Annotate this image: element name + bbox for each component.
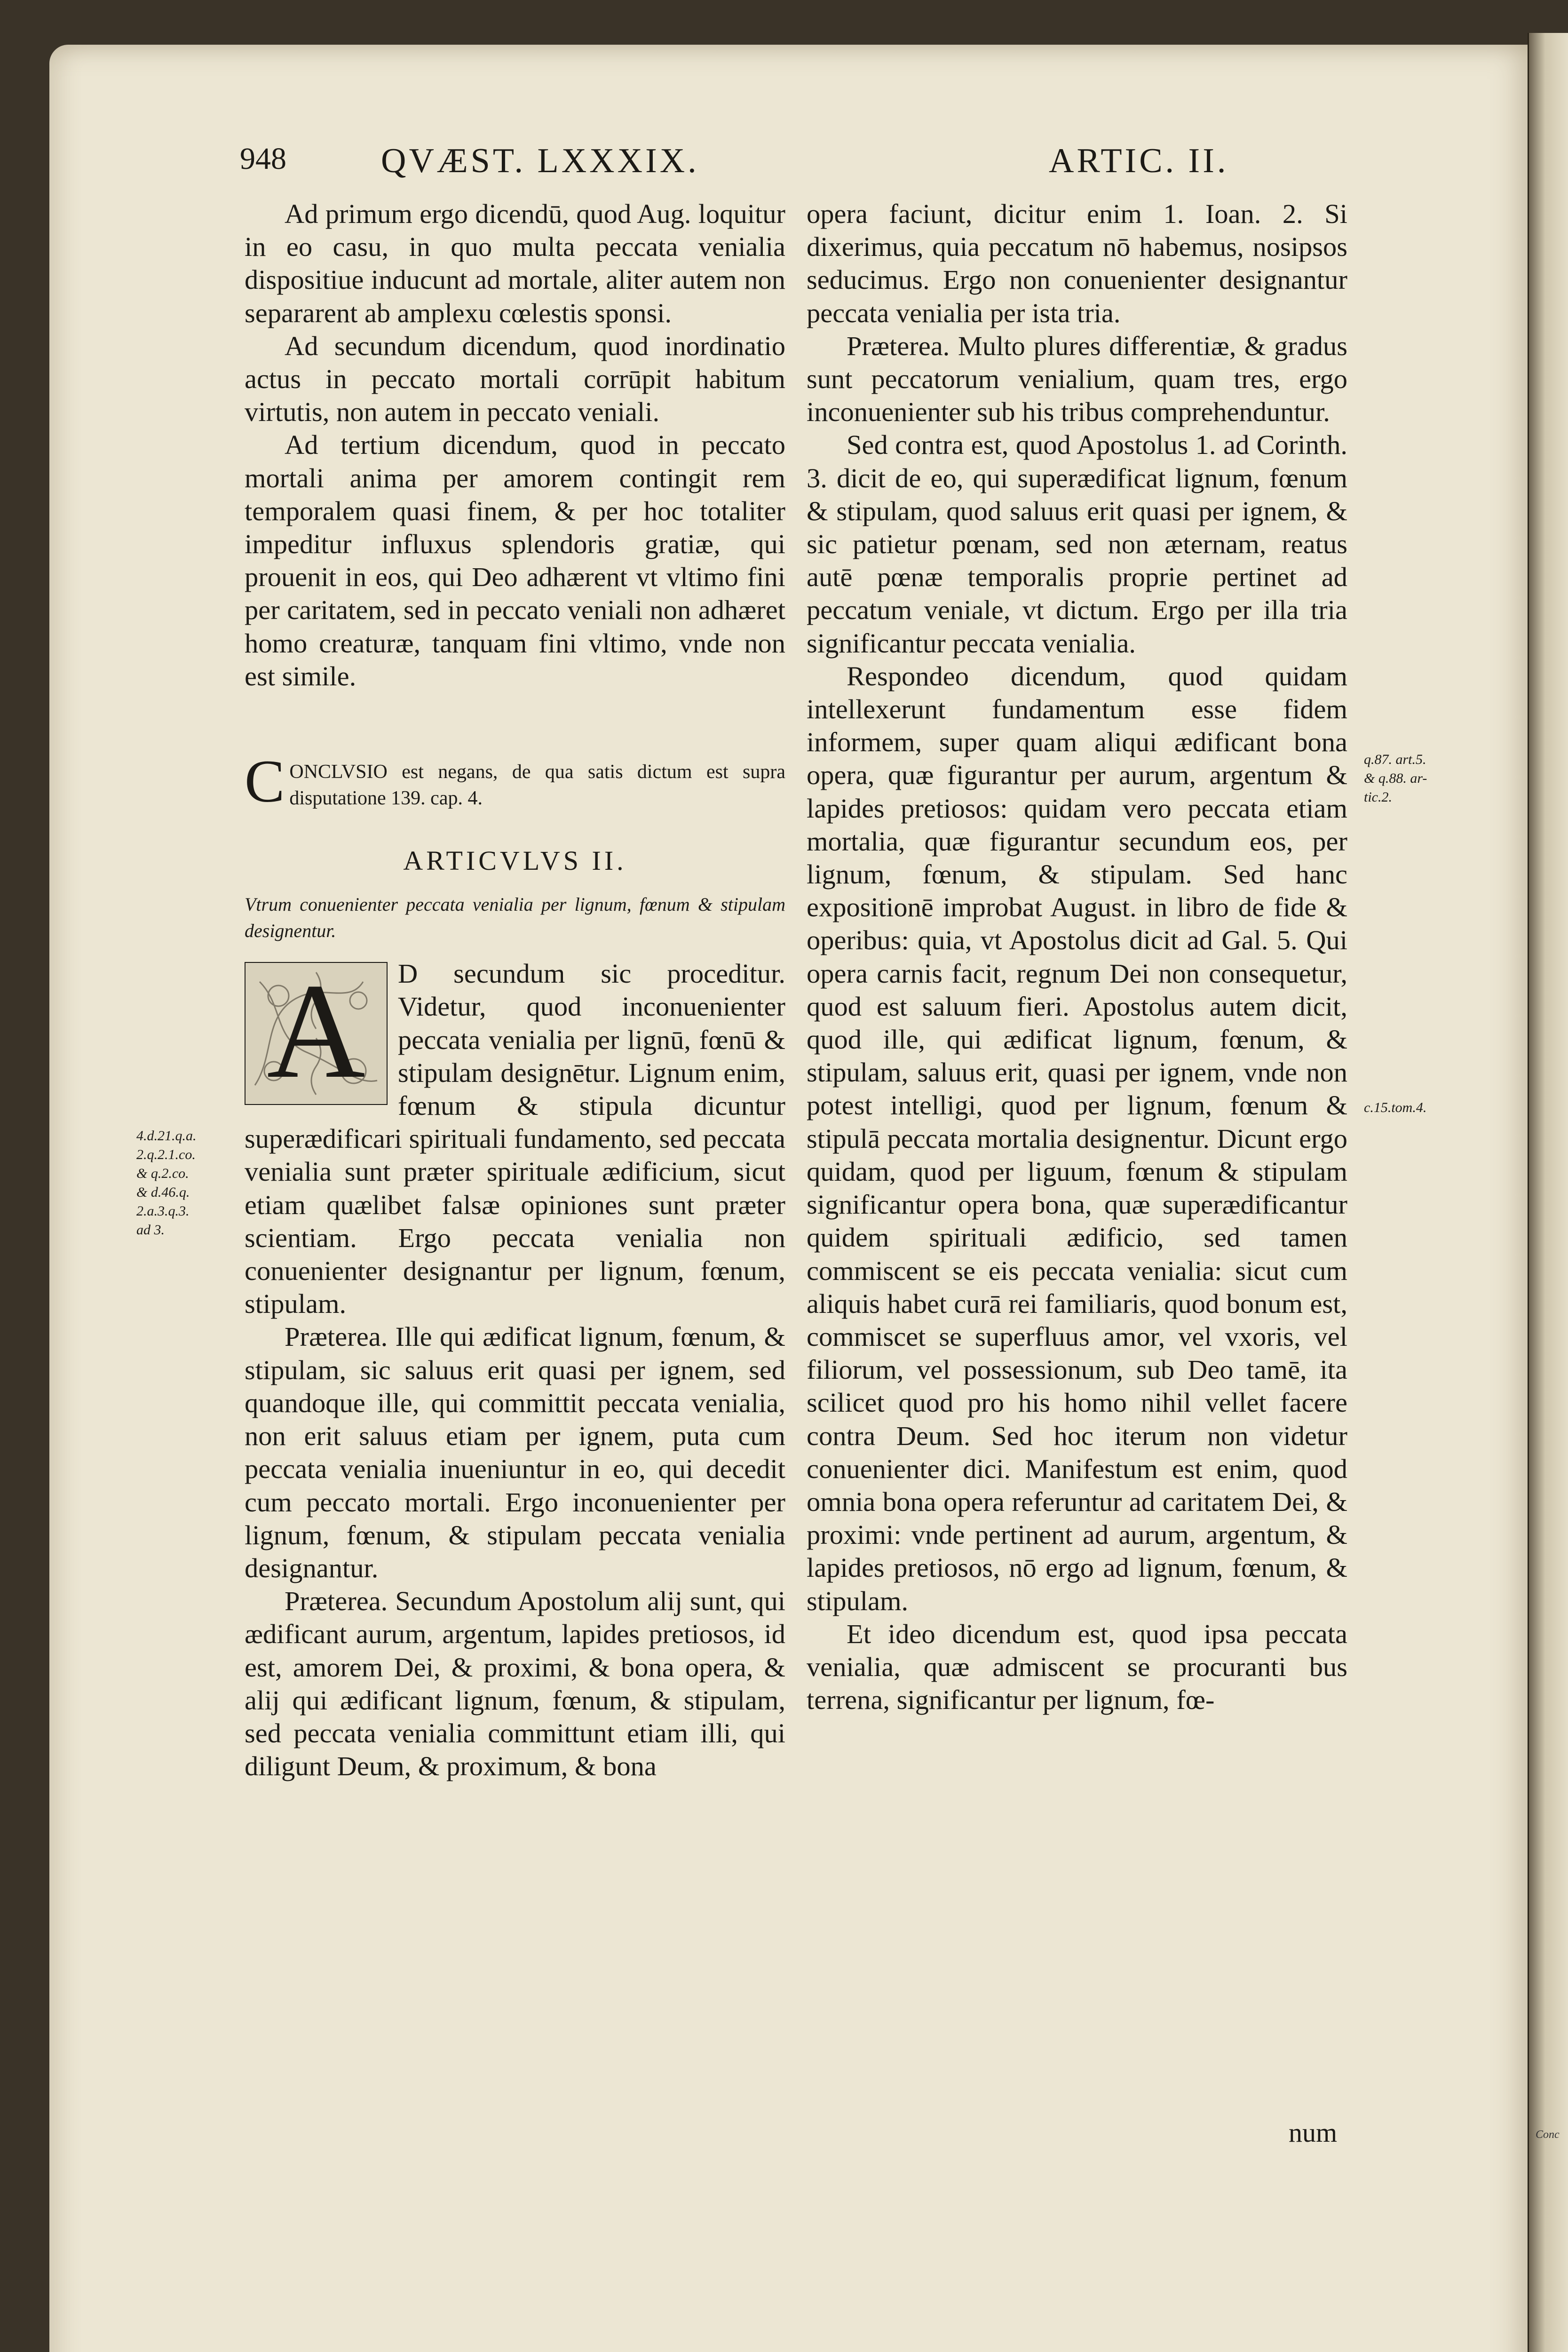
paragraph: Respondeo dicendum, quod quidam intellexerunt fundamentum esse fidem informem, super quam aliqui ædificant bona opera, quæ figurantur per aurum, argentum & lapides pretiosos: quidam vero peccata etiam mortalia, quæ figurantur secundum eos, per lignum, fœnum, & stipulam. Sed hanc expositionē improbat August. in libro de fide & operibus: quia, vt Apostolus dicit ad Gal. 5. Qui opera carnis facit, regnum Dei non consequetur, quod est saluum fieri. Apostolus autem dicit, quod ille, qui ædificat lignum, fœnum, & stipulam, saluus erit, quasi per ignem, vnde non potest intelligi, quod per lignum, fœnum & stipulā peccata mortalia designentur. Dicunt ergo quidam, quod per liguum, fœnum & stipulam significantur opera bona, quæ superædificantur quidem spirituali ædificio, sed tamen commiscent se eis peccata venialia: sicut cum aliquis habet curā rei familiaris, quod bonum est, commiscet se superfluus amor, vel vxoris, vel filiorum, vel possessionum, sub Deo tamē, ita scilicet quod pro his homo nihil vellet facere contra Deum. Sed hoc iterum non videtur conuenienter dici. Manifestum est enim, quod omnia bona opera referuntur ad caritatem Dei, & proximi: vnde pertinent ad aurum, argentum, & lapides pretiosos, nō ergo ad lignum, fœnum, & stipulam.	[807, 660, 1347, 1616]
article-heading: ARTICVLVS II.	[403, 845, 627, 876]
paragraph: D secundum sic proceditur. Videtur, quod inconuenienter peccata venialia per lignū, fœnū & stipulam designētur. Lignum enim, fœnum & stipula dicuntur superædificari spirituali fundamento, sed peccata venialia sunt præter spirituale ædificium, sicut etiam quælibet falsæ opiniones sunt præter scientiam. Ergo peccata venialia non conuenienter designantur per lignum, fœnum, stipulam.	[245, 958, 785, 1319]
article-header: ARTIC. II.	[1049, 142, 1229, 180]
article-question: Vtrum conuenienter peccata venialia per lignum, fœnum & stipulam designentur.	[245, 894, 785, 942]
conclusion-note	[245, 748, 785, 815]
paragraph: Et ideo dicendum est, quod ipsa peccata venialia, quæ admiscent se procuranti bus terrena, significantur per lignum, fœ-	[807, 1618, 1347, 1716]
paragraph: opera faciunt, dicitur enim 1. Ioan. 2. Si dixerimus, quia peccatum nō habemus, nosipsos seducimus. Ergo non conuenienter designantur peccata venialia per ista tria.	[807, 199, 1347, 328]
margin-note-left: 4.d.21.q.a. 2.q.2.1.co. & q.2.co. & d.46.q. 2.a.3.q.3. ad 3.	[136, 1128, 197, 1238]
decorated-initial	[245, 962, 388, 1105]
conclusion-text: ONCLVSIO est negans, de qua satis dictum est supra disputatione 139. cap. 4.	[289, 761, 785, 810]
right-column	[807, 198, 1347, 1716]
paragraph: Ad primum ergo dicendū, quod Aug. loquitur in eo casu, in quo multa peccata venialia dispositiue inducunt ad mortale, aliter autem non separarent ab amplexu cœlestis sponsi.	[245, 199, 785, 328]
page-number: 948	[240, 142, 286, 176]
conclusion-initial: C	[245, 748, 285, 815]
drop-cap-letter: A	[267, 962, 365, 1105]
catchword: num	[1289, 2117, 1338, 2148]
paragraph: Præterea. Secundum Apostolum alij sunt, qui ædificant aurum, argentum, lapides pretiosos, id est, amorem Dei, & proximi, & bona opera, & alij qui ædificant lignum, fœnum, & stipulam, sed peccata venialia committunt etiam illi, qui diligunt Deum, & proximum, & bona	[245, 1586, 785, 1782]
next-page-fragment: Conc	[1536, 2129, 1560, 2141]
paragraph: Præterea. Ille qui ædificat lignum, fœnum, & stipulam, sic saluus erit quasi per ignem, sed quandoque ille, qui committit peccata venialia, non erit saluus etiam per ignem, puta cum peccata venialia inueniuntur in eo, qui decedit cum peccato mortali. Ergo inconuenienter per lignum, fœnum, & stipulam peccata venialia designantur.	[245, 1321, 785, 1583]
paragraph: Præterea. Multo plures differentiæ, & gradus sunt peccatorum venialium, quam tres, ergo inconuenienter sub his tribus comprehenduntur.	[807, 330, 1347, 428]
paragraph: Ad tertium dicendum, quod in peccato mortali anima per amorem contingit rem temporalem quasi finem, & per hoc totaliter impeditur influxus splendoris gratiæ, qui prouenit in eos, qui Deo adhærent vt vltimo fini per caritatem, sed in peccato veniali non adhæret homo creaturæ, tanquam fini vltimo, vnde non est simile.	[245, 429, 785, 691]
left-column	[245, 198, 785, 1783]
paragraph: Sed contra est, quod Apostolus 1. ad Corinth. 3. dicit de eo, qui superædificat lignum, fœnum & stipulam, quod saluus erit quasi per ignem, & sic patietur pœnam, sed non æternam, reatus autē pœnæ temporalis proprie pertinet ad peccatum veniale, vt dictum. Ergo per illa tria significantur peccata venialia.	[807, 429, 1347, 659]
paragraph: Ad secundum dicendum, quod inordinatio actus in peccato mortali corrūpit habitum virtutis, non autem in peccato veniali.	[245, 330, 785, 428]
margin-note-right: c.15.tom.4.	[1364, 1100, 1427, 1115]
running-head: QVÆST. LXXXIX.	[381, 142, 699, 180]
next-page-edge	[1528, 33, 1568, 2352]
margin-note-right: q.87. art.5. & q.88. ar- tic.2.	[1364, 752, 1427, 805]
